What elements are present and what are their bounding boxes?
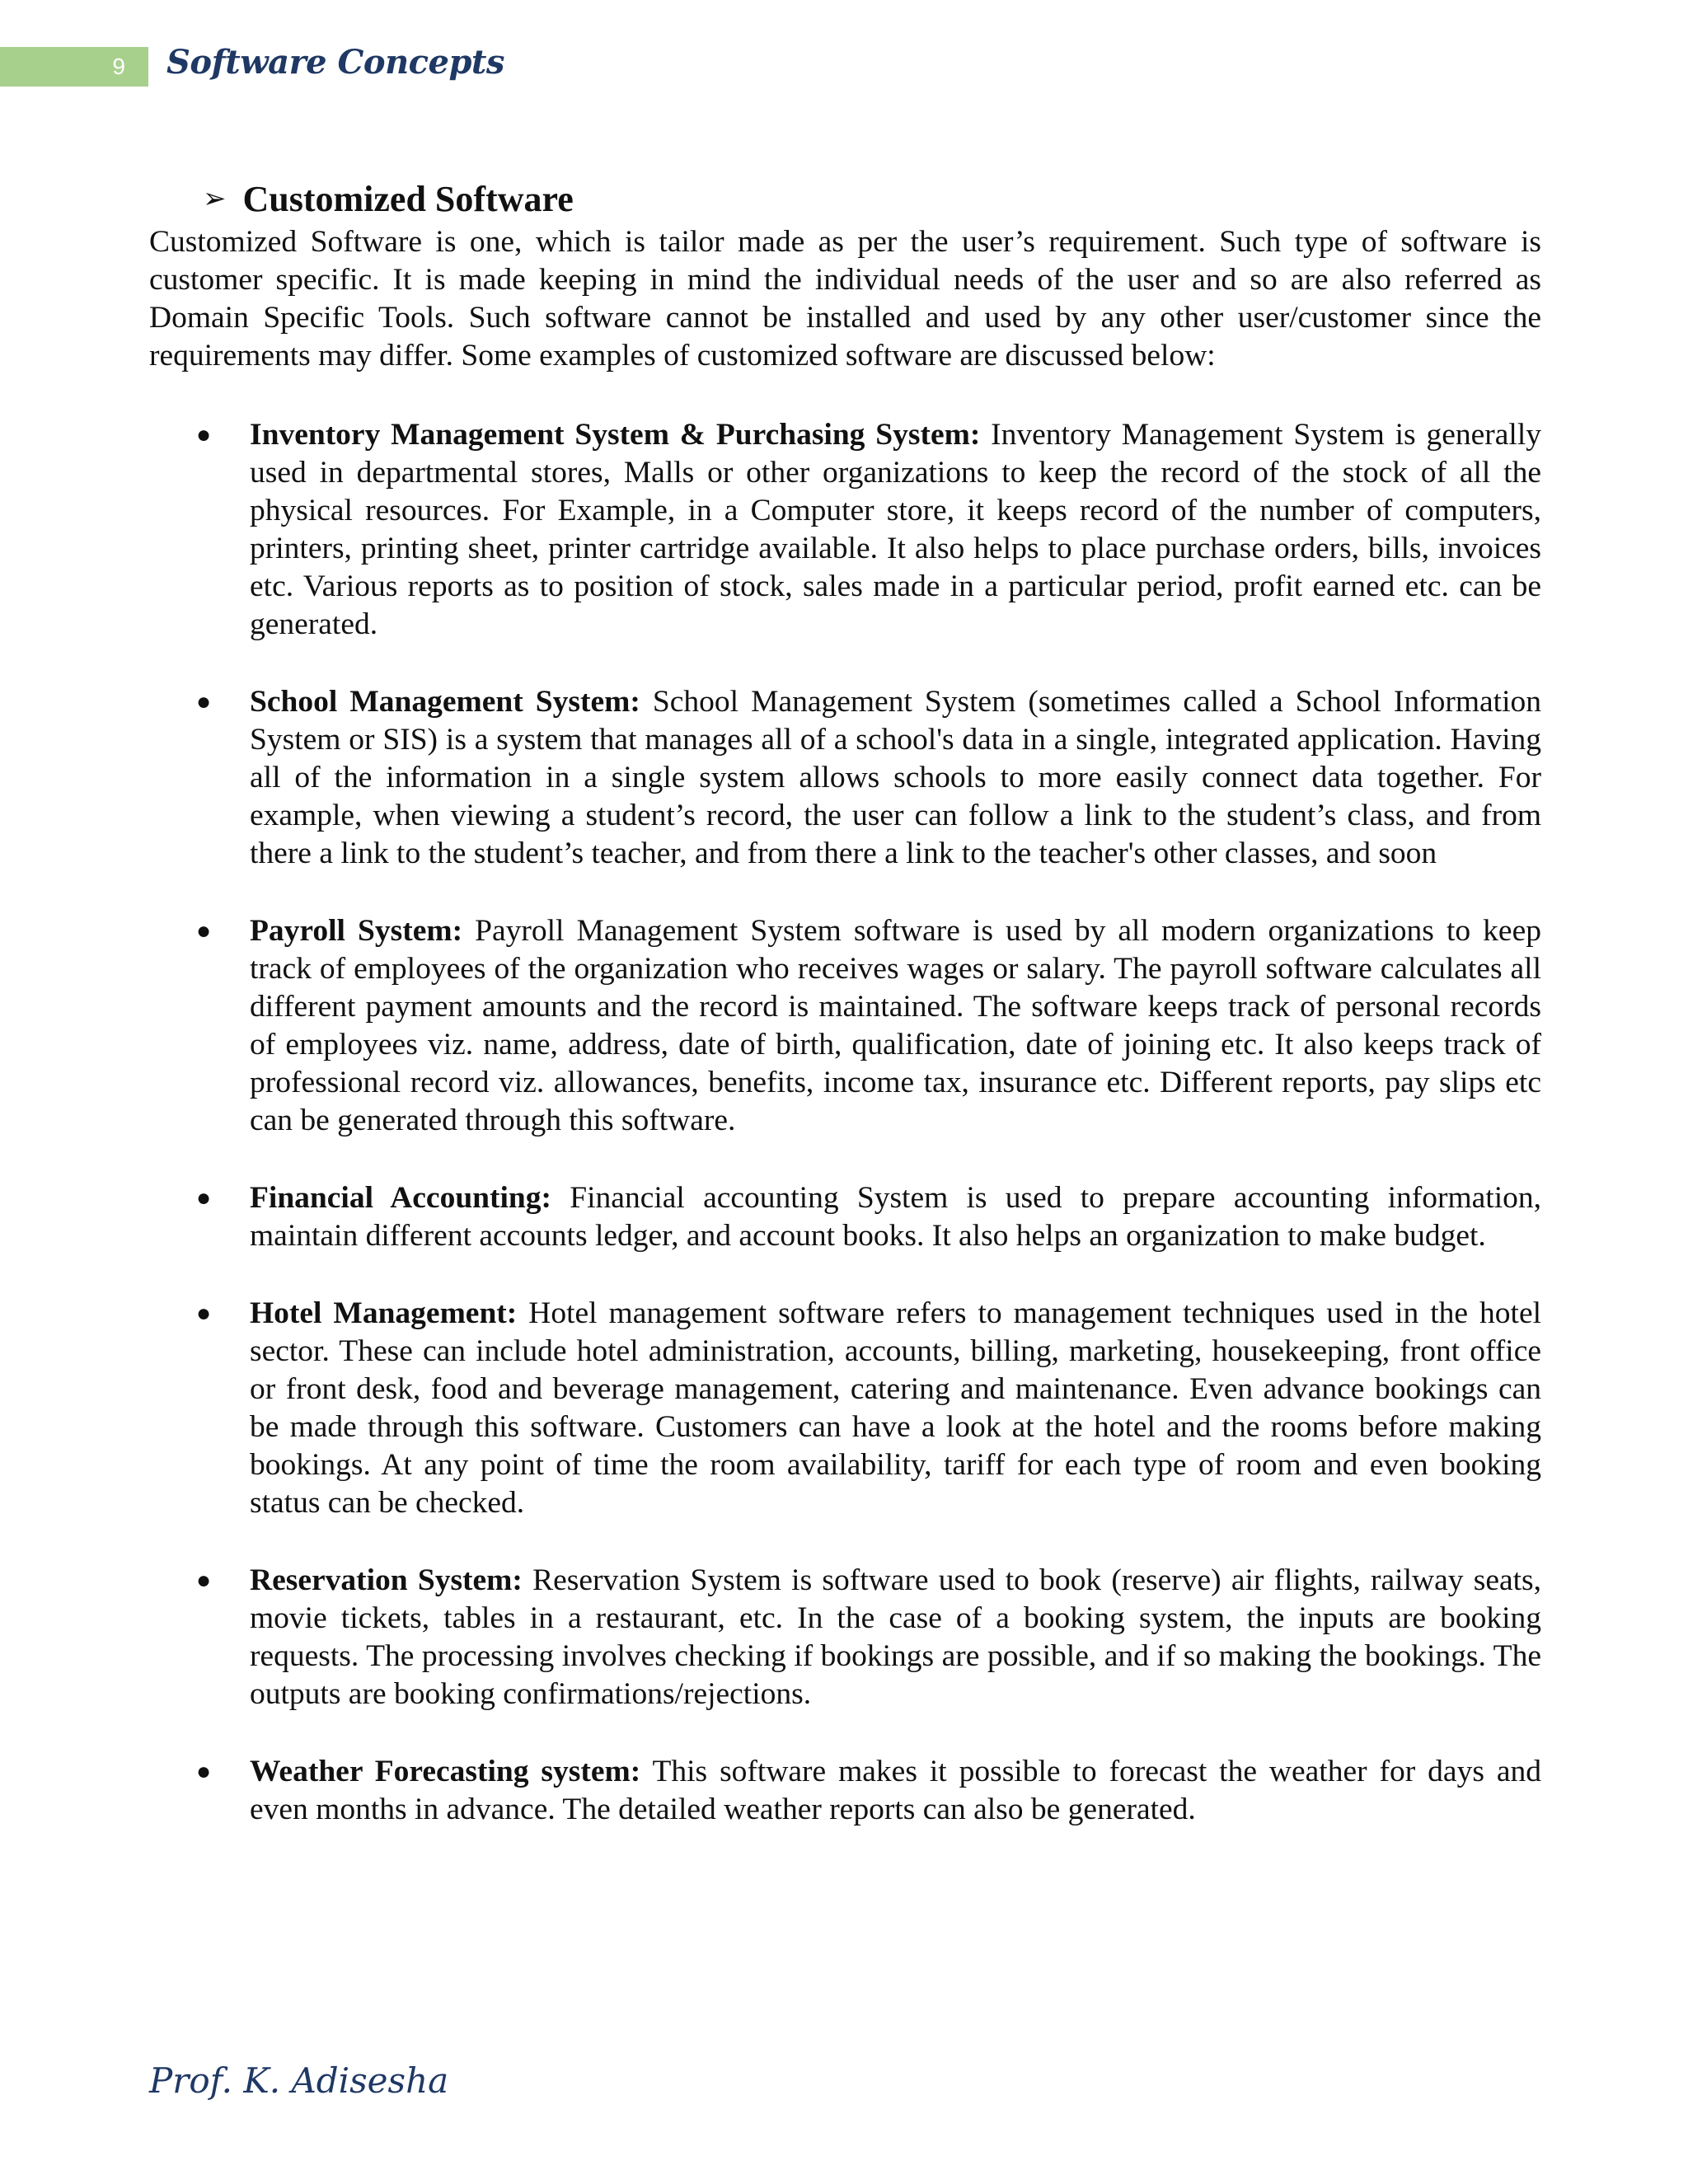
bullet-icon: ● <box>196 1758 212 1785</box>
section-heading <box>149 177 1541 222</box>
bullet-icon: ● <box>196 1184 212 1212</box>
item-text: Reservation System is software used to book (reserve) air flights, railway seats, movie tickets, tables in a restaurant, etc. In the case of a booking system, the inputs are booking requests. The processing involves checking if bookings are possible, and if so making the bookings. The outputs are booking confirmations/rejections. <box>250 1563 1541 1711</box>
item-text: Financial accounting System is used to prepare accounting information, maintain different accounts ledger, and account books. It also helps an organization to make budget. <box>250 1181 1542 1253</box>
bullet-icon: ● <box>196 688 212 715</box>
list-item-reservation <box>149 1562 1541 1713</box>
item-term: Inventory Management System & Purchasing System: <box>250 418 981 452</box>
main-content <box>149 177 1541 1868</box>
list-item-weather <box>149 1753 1541 1829</box>
item-term: Reservation System: <box>250 1563 523 1597</box>
list-item-financial <box>149 1179 1541 1255</box>
list-item-school <box>149 683 1541 873</box>
item-term: Hotel Management: <box>250 1296 518 1330</box>
item-text: Payroll Management System software is used by all modern organizations to keep track of employees of the organization who receives wages or salary. The payroll software calculates all different payment amounts and the record is maintained. The software keeps track of personal records of employees viz. name, address, date of birth, qualification, date of joining etc. It also keeps track of professional record viz. allowances, benefits, income tax, insurance etc. Different reports, pay slips etc can be generated through this software. <box>250 914 1541 1137</box>
item-term: School Management System: <box>250 685 640 719</box>
list-item-payroll <box>149 912 1541 1140</box>
bullet-icon: ● <box>196 917 212 944</box>
item-term: Weather Forecasting system: <box>250 1755 641 1788</box>
intro-paragraph: Customized Software is one, which is tailor made as per the user’s requirement. Such type of software is customer specific. It is made keeping in mind the individual needs of the user and so are also referred as Domain Specific Tools. Such software cannot be installed and used by any other user/customer since the requirements may differ. Some examples of customized software are discussed below: <box>149 225 1541 373</box>
item-term: Payroll System: <box>250 914 463 948</box>
bullet-icon: ● <box>196 1567 212 1594</box>
list-item-hotel <box>149 1295 1541 1522</box>
item-text: Hotel management software refers to management techniques used in the hotel sector. These can include hotel administration, accounts, billing, marketing, housekeeping, front office or front desk, food and beverage management, catering and maintenance. Even advance bookings can be made through this software. Customers can have a look at the hotel and the rooms before making bookings. At any point of time the room availability, tariff for each type of room and even booking status can be checked. <box>250 1296 1542 1520</box>
item-text: This software makes it possible to forecast the weather for days and even months in advance. The detailed weather reports can also be generated. <box>250 1755 1542 1826</box>
bullet-icon: ● <box>196 421 212 448</box>
bullet-icon: ● <box>196 1300 212 1327</box>
section-heading-text: Customized Software <box>242 179 574 219</box>
item-term: Financial Accounting: <box>250 1181 552 1215</box>
running-title: Software Concepts <box>166 43 504 82</box>
page-number: 9 <box>112 54 125 79</box>
footer-author: Prof. K. Adisesha <box>149 2060 449 2101</box>
list-item-inventory <box>149 416 1541 644</box>
item-text: School Management System (sometimes called a School Information System or SIS) is a system that manages all of a school's data in a single, integrated application. Having all of the information in a single system allows schools to more easily connect data together. For example, when viewing a student’s record, the user can follow a link to the student’s class, and from there a link to the student’s teacher, and from there a link to the teacher's other classes, and soon <box>250 685 1541 870</box>
arrow-bullet-icon: ➢ <box>203 184 227 214</box>
examples-list <box>149 416 1541 1829</box>
item-text: Inventory Management System is generally used in departmental stores, Malls or other organizations to keep the record of the stock of all the physical resources. For Example, in a Computer store, it keeps record of the number of computers, printers, printing sheet, printer cartridge available. It also helps to place purchase orders, bills, invoices etc. Various reports as to position of stock, sales made in a particular period, profit earned etc. can be generated. <box>250 418 1541 641</box>
